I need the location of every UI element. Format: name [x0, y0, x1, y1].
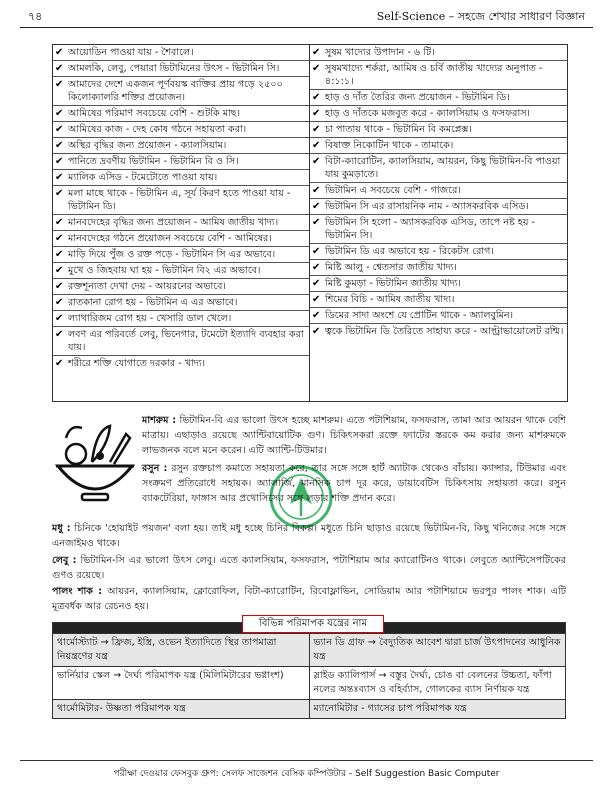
fact-text: শরীরে শক্তি যোগাতে দরকার - খাদ্য।	[68, 358, 206, 369]
check-icon: ✔	[55, 156, 64, 167]
fact-item	[53, 186, 309, 215]
table-cell: ভ্যান ডি গ্রাফ → বৈদ্যুতিক আবেশ দ্বারা চার্জ উৎপাদনের আধুনিক যন্ত্র	[309, 634, 566, 667]
fact-item	[53, 170, 309, 186]
fact-item	[53, 231, 309, 247]
check-icon: ✔	[312, 156, 321, 167]
page-number: ৭৪	[28, 10, 43, 23]
facts-left-column	[53, 45, 310, 401]
check-icon: ✔	[55, 172, 64, 183]
fact-item	[310, 183, 567, 199]
fact-text: বিষাক্ত নিকোটিন থাকে - তামাকে।	[325, 140, 454, 151]
fact-text: সুষমখাদ্যে শর্করা, আমিষ ও চর্বি জাতীয় খাদ্যের অনুপাত - ৪:১:১।	[325, 63, 543, 87]
fact-item	[53, 45, 309, 61]
garlic-paragraph	[142, 461, 566, 506]
spinach-label: পালং শাক :	[52, 586, 103, 597]
check-icon: ✔	[55, 217, 64, 228]
fact-item	[53, 138, 309, 154]
honey-paragraph	[52, 521, 566, 551]
check-icon: ✔	[55, 249, 64, 260]
fact-item	[310, 45, 567, 61]
facts-right-column	[310, 45, 567, 401]
spinach-paragraph	[52, 584, 566, 614]
check-icon: ✔	[55, 140, 64, 151]
check-icon: ✔	[55, 63, 64, 74]
table-cell: থার্মোস্ট্যাট → ফ্রিজ, ইস্ত্রি, ওভেন ইত্যাদিতে স্থির তাপমাত্রা নিয়ন্ত্রণের যন্ত্র	[53, 634, 310, 667]
fact-item	[53, 77, 309, 106]
running-title: Self-Science – সহজে শেখার সাধারণ বিজ্ঞান	[376, 10, 585, 23]
check-icon: ✔	[312, 310, 321, 321]
table-cell: স্লাইড ক্যালিপার্স → বস্তুর দৈর্ঘ্য, চোঙ বা বেলনের উচ্চতা, ফাঁপা নলের অন্তঃব্যাস ও বহির্ব্যাস, গোলকের ব্যাস নির্ণায়ক যন্ত্র	[309, 667, 566, 700]
check-icon: ✔	[55, 281, 64, 292]
fact-text: রক্তশূন্যতা দেখা দেয় - আয়রনের অভাবে।	[68, 281, 226, 292]
fact-text: হাড় ও দাঁতকে মজবুত করে - ক্যালসিয়াম ও ফসফরাস।	[325, 108, 530, 119]
fact-text: সুষম খাদ্যের উপাদান - ৬ টি।	[325, 47, 435, 58]
fact-text: মাড়ি দিয়ে পুঁজ ও রক্ত পড়ে - ভিটামিন সি এর অভাবে।	[68, 249, 276, 260]
lemon-label: লেবু :	[52, 555, 77, 566]
check-icon: ✔	[312, 63, 321, 74]
fact-text: ম্যালিক এসিড - টমেটোতে পাওয়া যায়।	[68, 172, 218, 183]
fact-item	[310, 324, 567, 339]
check-icon: ✔	[312, 124, 321, 135]
lemon-text: ভিটামিন-সি এর ভালো উৎস লেবু। এতে ক্যালসিয়াম, ফসফরাস, পটাশিয়াম আর ক্যারোটিনও থাকে। লেবুতে অ্যান্টিসেপটিকের গুণও রয়েছে।	[52, 555, 566, 581]
instrument-table	[52, 622, 566, 719]
check-icon: ✔	[312, 201, 321, 212]
fact-item	[310, 244, 567, 260]
check-icon: ✔	[55, 233, 64, 244]
honey-label: মধু :	[52, 523, 71, 534]
check-icon: ✔	[55, 108, 64, 119]
check-icon: ✔	[55, 313, 64, 324]
footer-divider	[20, 760, 593, 761]
fact-item	[310, 215, 567, 244]
fact-item	[53, 106, 309, 122]
check-icon: ✔	[55, 329, 64, 340]
fact-text: মিষ্টি কুমড়া - ভিটামিন জাতীয় খাদ্য।	[325, 278, 461, 289]
fact-text: ডিমের সাদা অংশে যে প্রোটিন থাকে - অ্যালবুমিন।	[325, 310, 514, 321]
table-row	[53, 634, 566, 667]
fact-text: মানবদেহের গঠনে প্রয়োজন সবচেয়ে বেশি - আমিষের।	[68, 233, 272, 244]
fact-item	[53, 247, 309, 263]
fact-text: আমিষের পরিমাণ সবচেয়ে বেশি - শুটকি মাছ।	[68, 108, 241, 119]
fact-item	[53, 215, 309, 231]
fact-text: ভিটামিন সি হলো - অ্যাসকরবিক এসিড, তাপে নষ্ট হয় - ভিটামিন সি।	[325, 217, 535, 241]
fact-text: ত্বকে ভিটামিন ডি তৈরিতে সাহায্য করে - আল্ট্রাভায়োলেট রশ্মি।	[325, 326, 564, 337]
check-icon: ✔	[312, 92, 321, 103]
page-footer: পরীক্ষা দেওয়ার ফেসবুক গ্রুপ: সেলফ সাজেশন বেসিক কম্পিউটার - Self Suggestion Basic Computer	[113, 769, 500, 779]
fact-item	[53, 154, 309, 170]
fact-text: মুখে ও জিহবায় ঘা হয় - ভিটামিন বি২ এর অভাবে।	[68, 265, 261, 276]
fact-item	[53, 327, 309, 356]
check-icon: ✔	[312, 108, 321, 119]
fact-text: চা পাতায় থাকে - ভিটামিন বি কমপ্লেক্স।	[325, 124, 472, 135]
check-icon: ✔	[312, 217, 321, 228]
check-icon: ✔	[55, 358, 64, 369]
lemon-paragraph	[52, 553, 566, 583]
check-icon: ✔	[55, 79, 64, 90]
fact-item	[53, 311, 309, 327]
fact-text: লবণ এর পরিবর্তে লেবু, ভিনেগার, টমেটো ইত্যাদি ব্যবহার করা যায়।	[68, 329, 304, 353]
table-row	[53, 700, 566, 719]
header-divider	[20, 27, 593, 28]
fact-item	[310, 199, 567, 215]
fact-text: আমিষের কাজ - দেহ কোষ গঠনে সহায়তা করা।	[68, 124, 247, 135]
mushroom-paragraph	[142, 413, 566, 458]
fact-text: পানিতে দ্রবণীয় ভিটামিন - ভিটামিন বি ও সি।	[68, 156, 239, 167]
salad-bowl-icon	[52, 416, 138, 508]
spinach-text: আয়রন, ক্যালসিয়াম, ক্লোরোফিল, বিটা-ক্যারোটিন, রিবোফ্লাভিন, সোডিয়াম আর পটাশিয়ামে ভরপুর পালং শাক। এটি মূত্রবর্ধক আর রেচনও হয়।	[52, 586, 566, 612]
facts-box	[52, 44, 568, 402]
fact-item	[310, 90, 567, 106]
garlic-label: রসুন :	[142, 463, 168, 474]
check-icon: ✔	[312, 140, 321, 151]
fact-item	[53, 279, 309, 295]
check-icon: ✔	[312, 294, 321, 305]
fact-item	[310, 260, 567, 276]
table-cell: ম্যানোমিটার - গ্যাসের চাপ পরিমাপক যন্ত্র	[309, 700, 566, 719]
check-icon: ✔	[55, 265, 64, 276]
fact-text: রাতকানা রোগ হয় - ভিটামিন এ এর অভাবে।	[68, 297, 238, 308]
check-icon: ✔	[55, 124, 64, 135]
fact-text: আয়োডিন পাওয়া যায় - শৈবালে।	[68, 47, 194, 58]
fact-text: ভিটামিন এ সবচেয়ে বেশি - গাজরে।	[325, 185, 461, 196]
fact-item	[53, 356, 309, 371]
check-icon: ✔	[312, 326, 321, 337]
table-cell: ভার্নিয়ার স্কেল → দৈর্ঘ্য পরিমাপক যন্ত্র (মিলিমিটারের ভগ্নাংশ)	[53, 667, 310, 700]
fact-text: মানবদেহের বৃদ্ধির জন্য প্রয়োজন - আমিষ জাতীয় খাদ্য।	[68, 217, 279, 228]
fact-item	[310, 308, 567, 324]
garlic-text: রসুন রক্তচাপ কমাতে সহায়তা করে, তার সঙ্গে সঙ্গে হার্ট অ্যাটাক থেকেও বাঁচায়। ক্যান্সার, টিউমার এবং সংক্রমণ প্রতিরোধে সহায়ক। অ্যালার্জি, মানসিক চাপ দূর করে, ডায়াবেটিস চিকিৎসায় সহায়তা করে। রসুন ব্যাকটেরিয়া, ফাঙ্গাস আর প্রথোসিসের সঙ্গে লড়ার শক্তি প্রদান করে।	[142, 463, 566, 504]
check-icon: ✔	[312, 246, 321, 257]
fact-item	[310, 138, 567, 154]
fact-item	[53, 122, 309, 138]
table-title: বিভিন্ন পরিমাপক যন্ত্রের নাম	[242, 615, 384, 633]
fact-item	[310, 276, 567, 292]
fact-item	[53, 61, 309, 77]
table-row	[53, 667, 566, 700]
check-icon: ✔	[312, 262, 321, 273]
page-header	[20, 8, 593, 22]
fact-text: শিমের বিচি - আমিষ জাতীয় খাদ্য।	[325, 294, 455, 305]
fact-text: ল্যাথারিজম রোগ হয় - খেসারি ডাল খেলে।	[68, 313, 232, 324]
check-icon: ✔	[312, 278, 321, 289]
fact-text: মলা মাছে থাকে - ভিটামিন এ, সূর্য কিরণ হতে পাওয়া যায় - ভিটামিন ডি।	[68, 188, 291, 212]
fact-item	[310, 154, 567, 183]
fact-item	[310, 292, 567, 308]
check-icon: ✔	[312, 185, 321, 196]
mushroom-text: ভিটামিন-বি এর ভালো উৎস হচ্ছে মাশরুম। এতে পটাশিয়াম, ফসফরাস, তামা আর আয়রন থাকে বেশি মাত্রায়। এছাড়াও রয়েছে অ্যান্টিবায়োটিক গুণ। চিকিৎসকরা রক্তে ফ্যাটের স্তরকে কম করার জন্য মাশরুমকে লাভজনক বলে মনে করেন। এটি অ্যান্টি-টিউমার।	[142, 415, 566, 456]
fact-item	[53, 295, 309, 311]
fact-text: বিটা-ক্যারোটিন, ক্যালসিয়াম, আয়রন, কিছু ভিটামিন-বি পাওয়া যায় কুমড়াতে।	[325, 156, 561, 180]
check-icon: ✔	[312, 47, 321, 58]
fact-text: মিষ্টি আলু - শ্বেতসার জাতীয় খাদ্য।	[325, 262, 457, 273]
fact-item	[53, 263, 309, 279]
check-icon: ✔	[55, 297, 64, 308]
fact-item	[310, 61, 567, 90]
fact-item	[310, 122, 567, 138]
table-cell: থার্মোমিটার- উষ্ণতা পরিমাপক যন্ত্র	[53, 700, 310, 719]
fact-text: ভিটামিন সি এর রাসায়নিক নাম - অ্যাসকরবিক এসিড।	[325, 201, 529, 212]
fact-text: অস্থির বৃদ্ধির জন্য প্রয়োজন - ক্যালসিয়াম।	[68, 140, 227, 151]
honey-text: চিনিকে 'হোয়াইট পয়জন' বলা হয়। তাই মধু হচ্ছে চিনির বিকল্প। মধুতে চিনি ছাড়াও রয়েছে ভিটামিন-বি, কিছু খনিজের সঙ্গে সঙ্গে এনজাইমও থাকে।	[52, 523, 566, 549]
check-icon: ✔	[55, 188, 64, 199]
fact-text: হাড় ও দাঁত তৈরির জন্য প্রয়োজন - ভিটামিন ডি।	[325, 92, 510, 103]
fact-text: আমলকি, লেবু, পেয়ারা ভিটামিনের উৎস - ভিটামিন সি।	[68, 63, 280, 74]
fact-text: ভিটামিন ডি এর অভাবে হয় - রিকেটস রোগ।	[325, 246, 494, 257]
check-icon: ✔	[55, 47, 64, 58]
fact-item	[310, 106, 567, 122]
fact-text: আমাদের দেশে একজন পূর্ণবয়স্ক ব্যক্তির প্রায় গড়ে ২৫০০ কিলোক্যালরি শক্তির প্রয়োজন।	[68, 79, 283, 103]
mushroom-label: মাশরুম :	[142, 415, 177, 426]
